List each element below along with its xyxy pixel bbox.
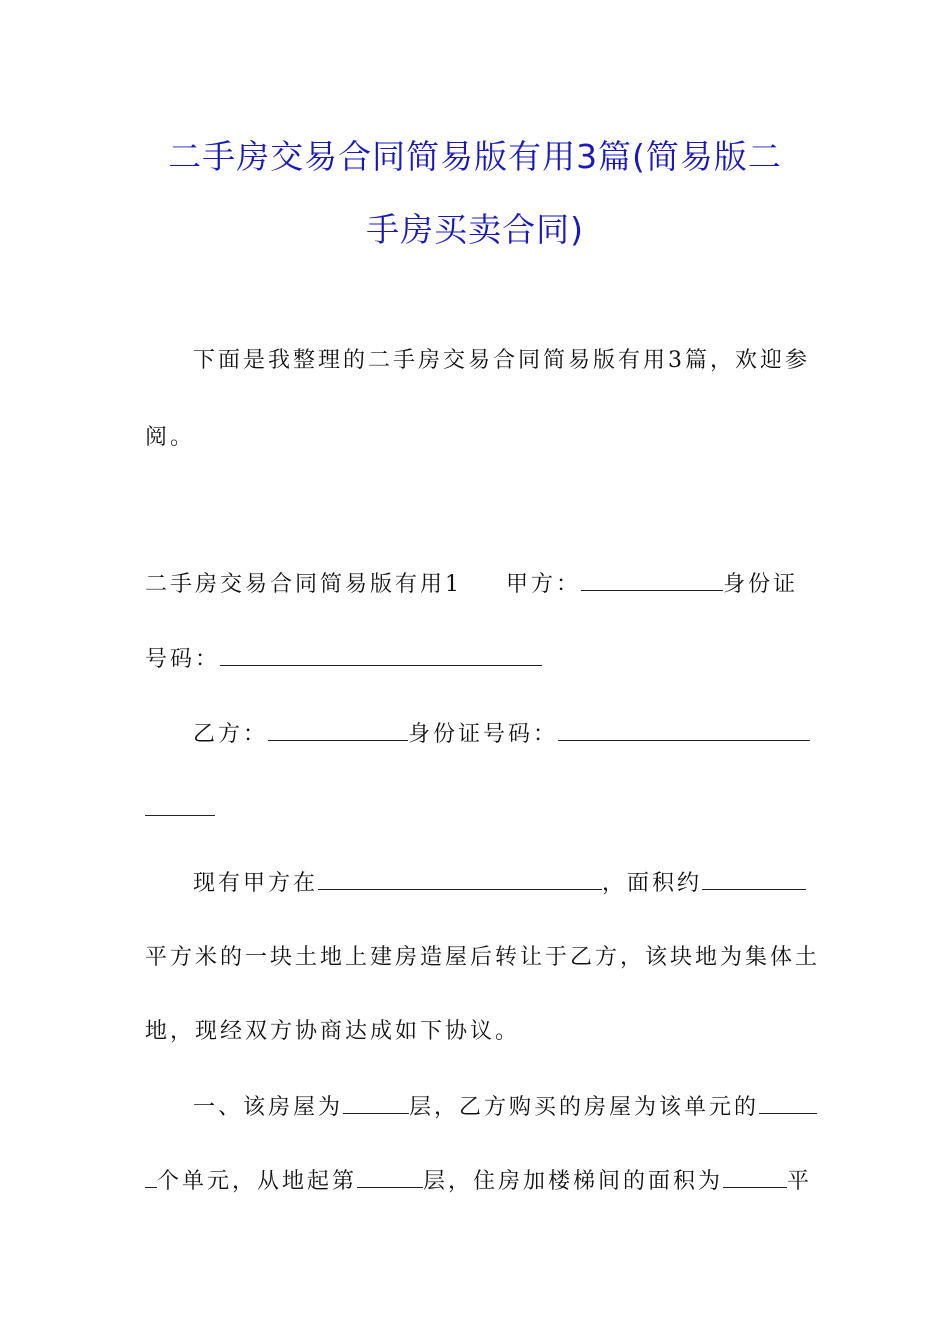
party-b-label: 乙方：: [193, 722, 269, 747]
floor-number-blank[interactable]: [357, 1167, 423, 1188]
party-a-label: 甲方：: [506, 572, 582, 597]
document-title-line2: 手房买卖合同): [366, 210, 584, 249]
unit-blank-cont[interactable]: [145, 1167, 157, 1188]
para1-line2: 平方米的一块土地上建房造屋后转让于乙方，该块地为集体土: [145, 945, 821, 970]
party-a-blank[interactable]: [581, 570, 723, 591]
living-area-blank[interactable]: [723, 1167, 787, 1188]
clause1-line1: [193, 1093, 817, 1122]
intro-paragraph-line2: 阅。: [145, 425, 196, 450]
id-number-b-blank[interactable]: [558, 720, 810, 741]
document-title-line1: 二手房交易合同简易版有用3篇(简易版二: [168, 137, 782, 176]
para1-line3: 地，现经双方协商达成如下协议。: [145, 1019, 521, 1044]
intro-paragraph-line1: 下面是我整理的二手房交易合同简易版有用3篇，欢迎参: [193, 348, 810, 373]
unit-blank[interactable]: [759, 1093, 817, 1114]
party-a-line: [145, 570, 798, 599]
id-label-a-cont: 号码：: [145, 647, 221, 672]
para1-start: 现有甲方在: [193, 871, 319, 896]
clause1-line2: [145, 1167, 812, 1196]
id-label-a: 身份证: [723, 572, 799, 597]
id-number-a-line: [145, 645, 542, 674]
clause1-l2-c: 平: [787, 1169, 813, 1194]
section-label: 二手房交易合同简易版有用1: [145, 572, 462, 597]
clause1-l2-a: 个单元，从地起第: [157, 1169, 358, 1194]
id-label-b: 身份证号码：: [408, 722, 559, 747]
clause1-l2-b: 层，住房加楼梯间的面积为: [423, 1169, 724, 1194]
party-b-blank[interactable]: [268, 720, 408, 741]
location-blank[interactable]: [318, 869, 602, 890]
floors-blank[interactable]: [343, 1093, 409, 1114]
clause1-start: 一、该房屋为: [193, 1095, 344, 1120]
clause1-mid: 层，乙方购买的房屋为该单元的: [409, 1095, 760, 1120]
area-blank[interactable]: [702, 869, 806, 890]
id-number-b-cont-line: [145, 795, 215, 824]
party-b-line: [193, 720, 810, 749]
id-number-b-blank-cont[interactable]: [145, 795, 215, 816]
para1-mid: ，面积约: [602, 871, 703, 896]
id-number-a-blank[interactable]: [220, 645, 542, 666]
para1-line1: [193, 869, 806, 898]
